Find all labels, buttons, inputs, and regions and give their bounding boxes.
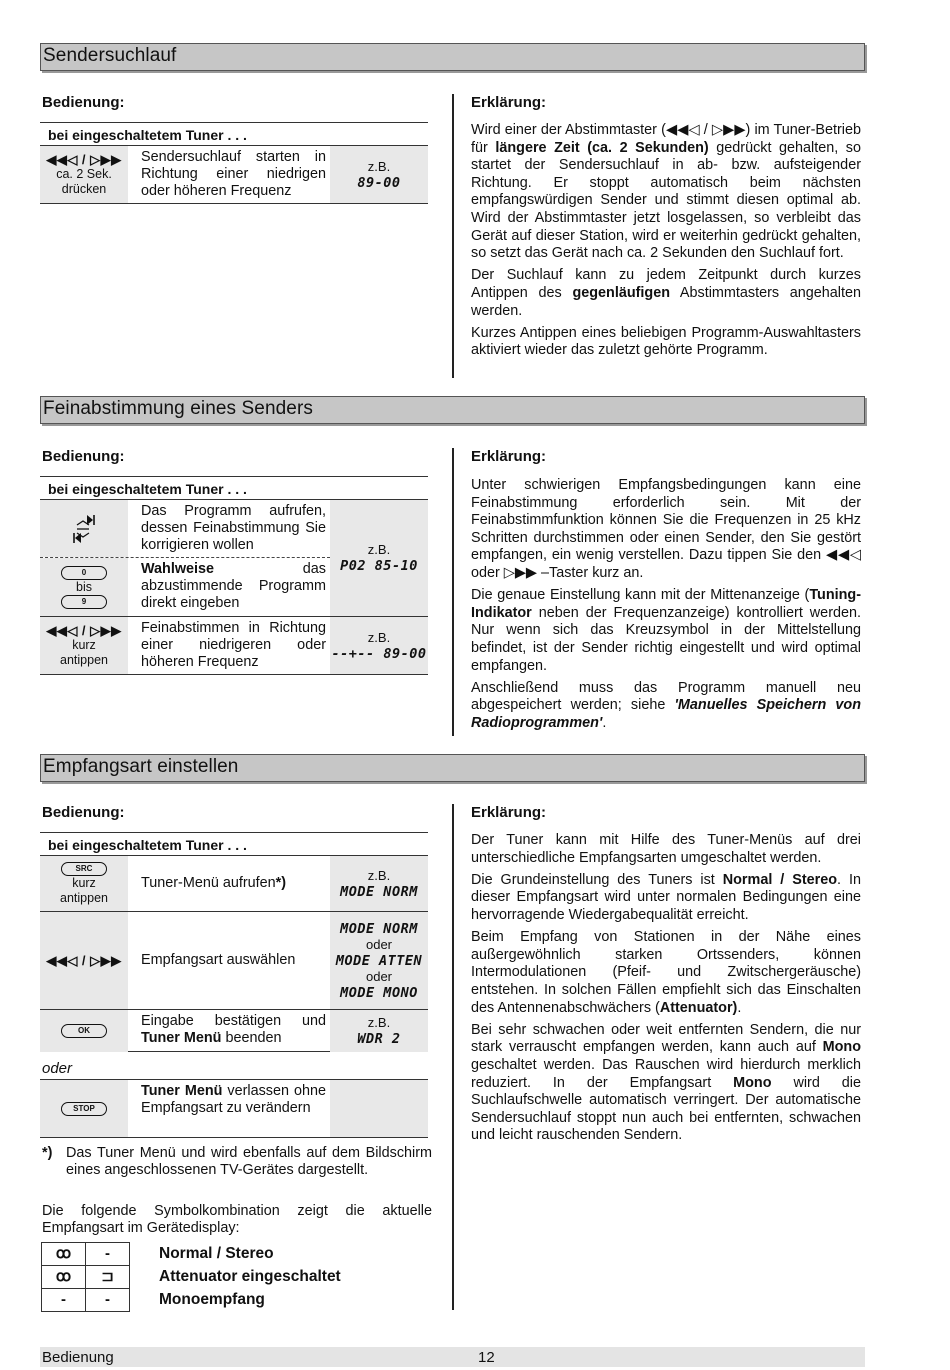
lcd-readout: P02 85-10 xyxy=(340,558,418,574)
bedienung-heading: Bedienung: xyxy=(42,448,125,465)
dash-symbol: - xyxy=(86,1243,130,1266)
paragraph xyxy=(471,122,861,263)
page-number: 12 xyxy=(478,1349,495,1366)
icon-caption: kurz xyxy=(72,638,96,652)
explanation-sendersuchlauf xyxy=(471,122,861,365)
tuning-arrows-icon: ◀◀◁ / ▷▶▶ xyxy=(46,623,122,638)
zb-label: z.B. xyxy=(367,158,391,174)
text: Abstimmtasters angehalten werden. xyxy=(471,284,862,319)
text: Eingabe bestätigen und xyxy=(141,1013,326,1029)
zb-label: z.B. xyxy=(367,1015,391,1030)
row-description xyxy=(128,1080,330,1137)
text: gedrückt gehalten, so startet der Sendersuchlauf in ab- bzw. aufsteigender Richtung. Er stoppt automatisch beim nächsten empfangswürdigen Sender und stimmt diesen optimal ab. Wird der Abstimmtaster jetzt losgelassen, so verbleibt das Gerät auf dieser Station, wird er weiterhin gedrückt gehalten, so setzt das Gerät nach ca. 2 Sekunden den Suchlauf fort. xyxy=(471,139,861,262)
text: Bei sehr schwachen oder weit entfernten Sendern, die nur stark verrauscht empfangen werden, kann auch auf xyxy=(471,1021,861,1056)
tuning-arrows-icon: ◀◀◁ / ▷▶▶ xyxy=(46,953,122,968)
digit-0-button-icon: 0 xyxy=(61,566,107,580)
text: Wird einer der Abstimmtaster (◀◀◁ / ▷▶▶) im Tuner-Betrieb für xyxy=(471,122,861,156)
tuning-buttons-icon xyxy=(40,617,128,674)
table-row xyxy=(40,617,428,675)
text: wird die Suchlaufschwelle automatisch verringert. Der automatische Sendersuchlauf stoppt nun auch bei entfernten, schwachen und leicht rauschenden Sendern. xyxy=(471,1074,861,1144)
table-row xyxy=(40,1010,428,1052)
bis-label: bis xyxy=(76,579,92,594)
digit-buttons xyxy=(40,558,128,616)
symbol-intro: Die folgende Symbolkombination zeigt die aktuelle Empfangsart im Gerätedisplay: xyxy=(42,1203,432,1237)
tuning-arrows-icon: ◀◀◁ / ▷▶▶ xyxy=(46,152,122,167)
operation-table-feinabstimmung xyxy=(40,476,428,675)
dash-symbol: - xyxy=(86,1289,130,1312)
icon-caption: antippen xyxy=(60,890,108,905)
text: geschaltet werden. Das Rauschen wird hierdurch merklich reduziert. In der Empfangsart xyxy=(471,1056,861,1091)
text-bold: Tuner Menü xyxy=(141,1030,222,1047)
stop-button-icon: STOP xyxy=(61,1102,107,1116)
text: beenden xyxy=(221,1030,282,1047)
src-button-cell xyxy=(40,856,128,911)
text: . xyxy=(737,999,742,1016)
explanation-feinabstimmung xyxy=(471,477,861,737)
table-row xyxy=(40,1080,428,1138)
ok-button-cell xyxy=(40,1010,128,1052)
digit-9-button-icon: 9 xyxy=(61,595,107,609)
column-divider xyxy=(452,94,454,378)
oder-label: oder xyxy=(40,1052,428,1080)
icon-caption: ca. 2 Sek. xyxy=(56,167,112,181)
text: das abzustimmende Programm direkt eingeben xyxy=(141,561,326,612)
text-bold: Mono xyxy=(733,1074,772,1091)
column-divider xyxy=(452,804,454,1310)
text: neben der Frequenzanzeige) kontrolliert werden. Nur wenn sich das Kreuzsymbol in der Mittelstellung befindet, ist der Sender richtig eingestellt und wird optimal empfangen. xyxy=(471,604,861,674)
erklaerung-heading: Erklärung: xyxy=(471,448,547,465)
footer-section-label: Bedienung xyxy=(42,1349,114,1366)
display-example xyxy=(330,617,428,674)
display-example xyxy=(330,500,428,616)
symbol-label: Attenuator eingeschaltet xyxy=(159,1268,341,1286)
text-bold-italic: 'Manuelles Speichern von Radioprogrammen' xyxy=(471,697,861,731)
icon-caption: kurz xyxy=(72,875,96,890)
paragraph xyxy=(471,872,861,925)
symbol-label: Normal / Stereo xyxy=(159,1245,274,1263)
src-button-icon: SRC xyxy=(61,862,107,876)
oder-label: oder xyxy=(365,968,393,984)
erklaerung-heading: Erklärung: xyxy=(471,94,547,111)
paragraph: Der Tuner kann mit Hilfe des Tuner-Menüs auf drei unterschiedliche Empfangsarten umgeschaltet werden. xyxy=(471,832,861,866)
row-description xyxy=(128,1010,330,1052)
page-footer xyxy=(40,1347,865,1367)
table-header: bei eingeschaltetem Tuner . . . xyxy=(40,476,428,500)
text: verlassen ohne Empfangsart zu verändern xyxy=(141,1083,326,1117)
dash-symbol: - xyxy=(42,1289,86,1312)
paragraph: Kurzes Antippen eines beliebigen Programm-Auswahltasters aktiviert wieder das zuletzt gehörte Programm. xyxy=(471,324,861,359)
text-bold: gegenläufigen xyxy=(572,284,670,301)
paragraph xyxy=(471,929,861,1017)
tuning-buttons-icon xyxy=(40,912,128,1009)
paragraph: Unter schwierigen Empfangsbedingungen kann eine Feinabstimmung erforderlich sein. Mit der Feinabstimmfunktion können Sie die Frequenzen in 25 kHz Schritten durchstimmen oder einen Sender, den Sie gestört empfangen, ein wenig verstellen. Dazu tippen Sie den ◀◀◁ oder ▷▶▶ –Taster kurz an. xyxy=(471,477,861,581)
section-title-empfangsart: Empfangsart einstellen xyxy=(40,754,865,782)
symbol-table xyxy=(41,1242,342,1312)
text: . xyxy=(602,714,607,731)
display-example xyxy=(330,912,428,1009)
erklaerung-heading: Erklärung: xyxy=(471,804,547,821)
row-description: Das Programm aufrufen, dessen Feinabstimmung Sie korrigieren wollen xyxy=(141,503,326,554)
text: Anschließend muss das Programm manuell neu abgespeichert werden; siehe xyxy=(471,679,861,714)
icon-caption: drücken xyxy=(61,182,107,196)
operation-table-sendersuchlauf xyxy=(40,122,428,204)
table-row xyxy=(40,912,428,1010)
bedienung-heading: Bedienung: xyxy=(42,94,125,111)
row-description: Sendersuchlauf starten in Richtung einer niedrigen oder höheren Frequenz xyxy=(141,149,326,200)
operation-table-empfangsart xyxy=(40,832,428,1138)
row-description xyxy=(128,558,330,616)
display-example-empty xyxy=(330,1080,428,1137)
display-example xyxy=(330,856,428,911)
text: . In dieser Empfangsart wird unter normalen Bedingungen eine hervorragende Wiedergabequalität erreicht. xyxy=(471,871,861,923)
footnote-ref: *) xyxy=(275,874,287,891)
table-row xyxy=(40,146,428,204)
footnote xyxy=(42,1145,432,1180)
paragraph xyxy=(471,680,861,733)
text: Beim Empfang von Stationen in der Nähe eines außergewöhnlich starken Ortssenders, können Intermodulationen (Pfeif- und Zwitschergeräusche) entstehen. In solchen Fällen empfiehlt sich das Einschalten des Antennenabschwächers ( xyxy=(471,929,861,1016)
table-row xyxy=(40,856,428,912)
table-row xyxy=(42,1289,342,1312)
stereo-symbol-icon: ꝏ xyxy=(42,1266,86,1289)
zb-label: z.B. xyxy=(367,867,391,883)
footnote-text: Das Tuner Menü und wird ebenfalls auf dem Bildschirm eines angeschlossenen TV-Gerätes dargestellt. xyxy=(66,1145,432,1179)
paragraph xyxy=(471,267,861,320)
table-header: bei eingeschaltetem Tuner . . . xyxy=(40,122,428,146)
text: Der Suchlauf kann zu jedem Zeitpunkt durch kurzes Antippen des xyxy=(471,267,861,301)
text-bold: Wahlweise xyxy=(141,561,215,577)
stop-button-cell xyxy=(40,1080,128,1137)
ok-button-icon: OK xyxy=(61,1024,107,1038)
table-row-group xyxy=(40,500,428,617)
text-bold: Tuner Menü xyxy=(141,1083,223,1099)
lcd-readout: WDR 2 xyxy=(357,1031,401,1047)
lcd-readout: 89-00 xyxy=(357,174,401,191)
text-bold: Normal / Stereo xyxy=(722,871,838,888)
text-bold: Attenuator) xyxy=(659,999,738,1016)
row-description: Feinabstimmen in Richtung einer niedrigeren oder höheren Frequenz xyxy=(141,620,326,671)
text-bold: Tuning-Indikator xyxy=(471,587,861,621)
text: Tuner-Menü aufrufen xyxy=(141,874,276,891)
table-row xyxy=(42,1266,342,1289)
tuning-buttons-icon xyxy=(40,146,128,203)
attenuator-symbol-icon: ⊐ xyxy=(86,1266,130,1289)
lcd-readout: MODE ATTEN xyxy=(335,952,423,969)
table-row xyxy=(40,558,330,616)
stereo-symbol-icon: ꝏ xyxy=(42,1243,86,1266)
symbol-label: Monoempfang xyxy=(159,1291,265,1309)
display-example xyxy=(330,146,428,203)
section-title-feinabstimmung: Feinabstimmung eines Senders xyxy=(40,396,865,424)
program-updown-icon xyxy=(71,512,97,546)
display-example xyxy=(330,1010,428,1052)
text: Die genaue Einstellung kann mit der Mittenanzeige ( xyxy=(471,587,810,604)
table-row xyxy=(42,1243,342,1266)
text-bold: Mono xyxy=(822,1039,861,1056)
text-bold: längere Zeit (ca. 2 Sekunden) xyxy=(495,139,709,156)
lcd-readout: MODE NORM xyxy=(340,920,418,937)
row-description xyxy=(128,856,330,911)
icon-caption: antippen xyxy=(60,653,108,667)
paragraph xyxy=(471,1022,861,1145)
section-title-sendersuchlauf: Sendersuchlauf xyxy=(40,43,865,71)
table-row xyxy=(40,500,330,558)
explanation-empfangsart xyxy=(471,832,861,1149)
footnote-mark: *) xyxy=(42,1145,53,1161)
row-description: Empfangsart auswählen xyxy=(141,951,296,968)
oder-label: oder xyxy=(365,936,393,952)
table-header: bei eingeschaltetem Tuner . . . xyxy=(40,832,428,856)
bedienung-heading: Bedienung: xyxy=(42,804,125,821)
program-step-icon xyxy=(40,500,128,557)
lcd-readout: --+-- 89-00 xyxy=(331,645,427,662)
column-divider xyxy=(452,448,454,736)
text: Die Grundeinstellung des Tuners ist xyxy=(471,871,723,888)
lcd-readout: MODE MONO xyxy=(340,984,418,1001)
zb-label: z.B. xyxy=(367,542,391,557)
paragraph xyxy=(471,587,861,675)
zb-label: z.B. xyxy=(367,629,391,645)
lcd-readout: MODE NORM xyxy=(340,883,418,900)
